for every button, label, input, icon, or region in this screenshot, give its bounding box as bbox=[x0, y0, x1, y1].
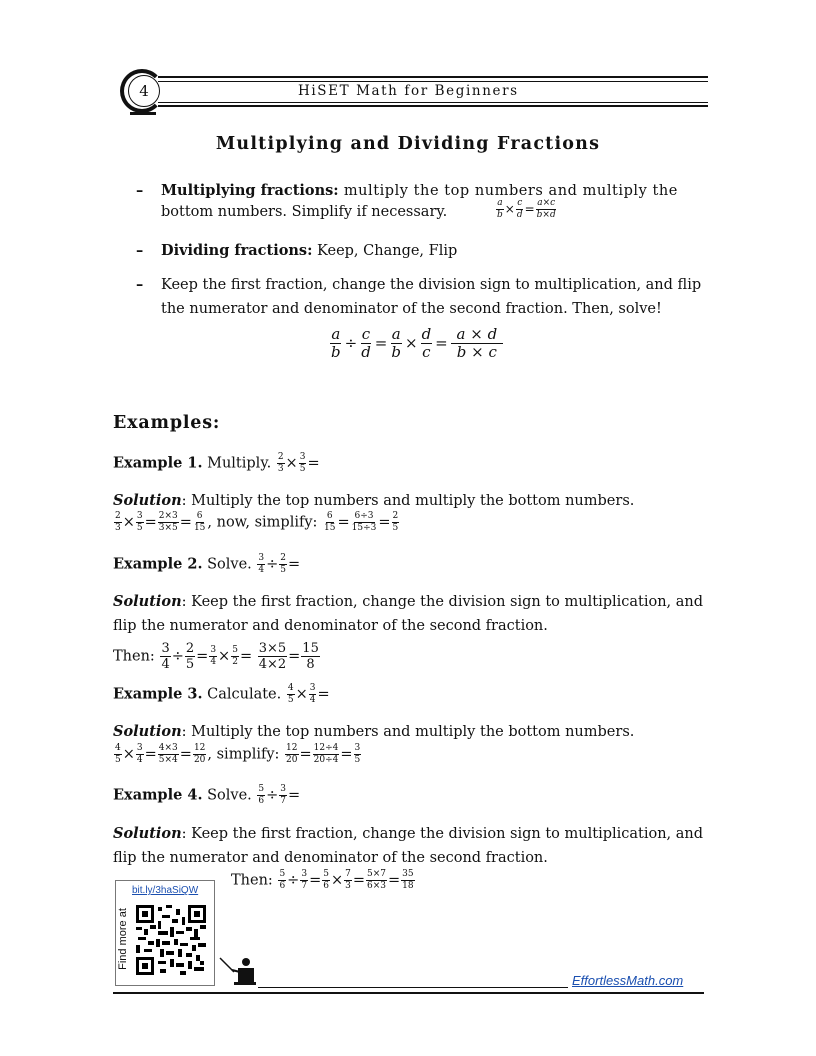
division-formula: $\frac{a}{b}$ ÷ $\frac{c}{d}$ = $\frac{a}{b}$ × $\frac{d}{c}$ = $\frac{a \times d}{b \times c}$ bbox=[331, 325, 502, 361]
example-2: Example 2. Solve. $\frac{3}{4}$ ÷ $\frac{2}{5}$ = bbox=[113, 553, 301, 575]
page-title: Multiplying and Dividing Fractions bbox=[215, 134, 601, 154]
bullet-2: – bbox=[136, 242, 144, 259]
example-4-then: Then: bbox=[231, 872, 273, 889]
example-3-label: Example 3. bbox=[113, 685, 203, 703]
example-1-solution bbox=[113, 491, 634, 511]
page-number: 4 bbox=[128, 75, 160, 107]
example-4-prompt: Solve. bbox=[202, 787, 252, 804]
multiply-label: Multiplying fractions: bbox=[161, 182, 339, 199]
qr-link[interactable]: bit.ly/3haSiQW bbox=[132, 885, 199, 896]
footer-rule-short bbox=[258, 987, 568, 988]
header-rule-bottom bbox=[158, 105, 708, 107]
example-3: Example 3. Calculate. $\frac{4}{5}$ × $\frac{3}{4}$ = bbox=[113, 683, 330, 705]
header-rule-top-thin bbox=[158, 81, 708, 82]
bullet-1: – bbox=[136, 182, 144, 199]
example-4-label: Example 4. bbox=[113, 786, 203, 804]
solution-label-1: Solution bbox=[113, 492, 182, 509]
example-2-solution-line2: flip the numerator and denominator of the second fraction. bbox=[113, 618, 548, 634]
example-2-solution-text: : Keep the first fraction, change the division sign to multiplication, and bbox=[181, 594, 704, 610]
example-2-then: Then: bbox=[113, 648, 155, 665]
examples-heading: Examples: bbox=[113, 413, 221, 433]
multiply-text: multiply the top numbers and multiply the bbox=[338, 183, 678, 199]
example-1-now: , now, simplify: bbox=[207, 514, 318, 531]
divide-label: Dividing fractions: bbox=[161, 242, 313, 259]
example-1-prompt: Multiply. bbox=[202, 455, 272, 472]
badge-stand bbox=[130, 112, 156, 115]
example-2-label: Example 2. bbox=[113, 555, 203, 573]
example-2-work: Then: $\frac{3}{4}$ ÷ $\frac{2}{5}$ = $\frac{3}{4}$ × $\frac{5}{2}$ = $\frac{3\times 5}{4\times 2}$ = $\frac{15}{8}$ bbox=[113, 641, 319, 672]
bullet-3: – bbox=[136, 276, 144, 293]
example-3-work: $\frac{4}{5}$ × $\frac{3}{4}$ = $\frac{4\times 3}{5\times 4}$ = $\frac{12}{20}$ , simplify: $\frac{12}{20}$ = $\frac{12\div 4}{20\div 4}$ = $\frac{3}{5}$ bbox=[115, 743, 361, 765]
example-1-work: $\frac{2}{3}$ × $\frac{3}{5}$ = $\frac{2\times 3}{3\times 5}$ = $\frac{6}{15}$ , now, simplify: $\frac{6}{15}$ = $\frac{6\div 3}{15\div 3}$ = $\frac{2}{5}$ bbox=[115, 511, 399, 533]
footer-rule bbox=[113, 992, 704, 994]
qr-code-icon[interactable] bbox=[136, 905, 206, 975]
example-2-solution bbox=[113, 592, 703, 612]
example-3-simplify: , simplify: bbox=[207, 746, 280, 763]
teacher-icon bbox=[218, 956, 258, 988]
find-more-text: Find more at bbox=[117, 908, 129, 970]
solution-label-4: Solution bbox=[113, 825, 182, 842]
example-1-solution-text: : Multiply the top numbers and multiply the bottom numbers. bbox=[181, 493, 635, 509]
site-link[interactable]: EffortlessMath.com bbox=[572, 973, 684, 988]
multiply-formula: $\frac{a}{b}$ × $\frac{c}{d}$ = $\frac{a\times c}{b\times d}$ bbox=[497, 198, 556, 220]
solution-label-3: Solution bbox=[113, 723, 182, 740]
kcf-line2: the numerator and denominator of the second fraction. Then, solve! bbox=[161, 301, 662, 317]
divide-rule bbox=[161, 241, 457, 261]
example-3-solution bbox=[113, 722, 634, 742]
example-4-solution bbox=[113, 824, 703, 844]
multiply-rule-line2: bottom numbers. Simplify if necessary. bbox=[161, 204, 448, 220]
kcf-line1: Keep the first fraction, change the division sign to multiplication, and flip bbox=[161, 277, 702, 293]
book-title: HiSET Math for Beginners bbox=[298, 83, 519, 99]
example-3-prompt: Calculate. bbox=[202, 686, 282, 703]
example-1: Example 1. Multiply. $\frac{2}{3}$ × $\frac{3}{5}$ = bbox=[113, 452, 320, 474]
example-4-solution-text: : Keep the first fraction, change the division sign to multiplication, and bbox=[181, 826, 704, 842]
multiply-rule-line1 bbox=[161, 181, 702, 201]
solution-label-2: Solution bbox=[113, 593, 182, 610]
example-4-solution-line2: flip the numerator and denominator of the second fraction. bbox=[113, 850, 548, 866]
example-4-work: Then: $\frac{5}{6}$ ÷ $\frac{3}{7}$ = $\frac{5}{6}$ × $\frac{7}{3}$ = $\frac{5\times 7}{6\times 3}$ = $\frac{35}{18}$ bbox=[231, 869, 414, 891]
header-rule-top bbox=[158, 76, 708, 78]
example-2-prompt: Solve. bbox=[202, 556, 252, 573]
example-3-solution-text: : Multiply the top numbers and multiply the bottom numbers. bbox=[181, 724, 635, 740]
example-1-label: Example 1. bbox=[113, 454, 203, 472]
qr-box[interactable] bbox=[115, 880, 215, 986]
divide-text: Keep, Change, Flip bbox=[312, 243, 458, 259]
header-rule-bottom-thin bbox=[158, 102, 708, 103]
example-4: Example 4. Solve. $\frac{5}{6}$ ÷ $\frac{3}{7}$ = bbox=[113, 784, 301, 806]
